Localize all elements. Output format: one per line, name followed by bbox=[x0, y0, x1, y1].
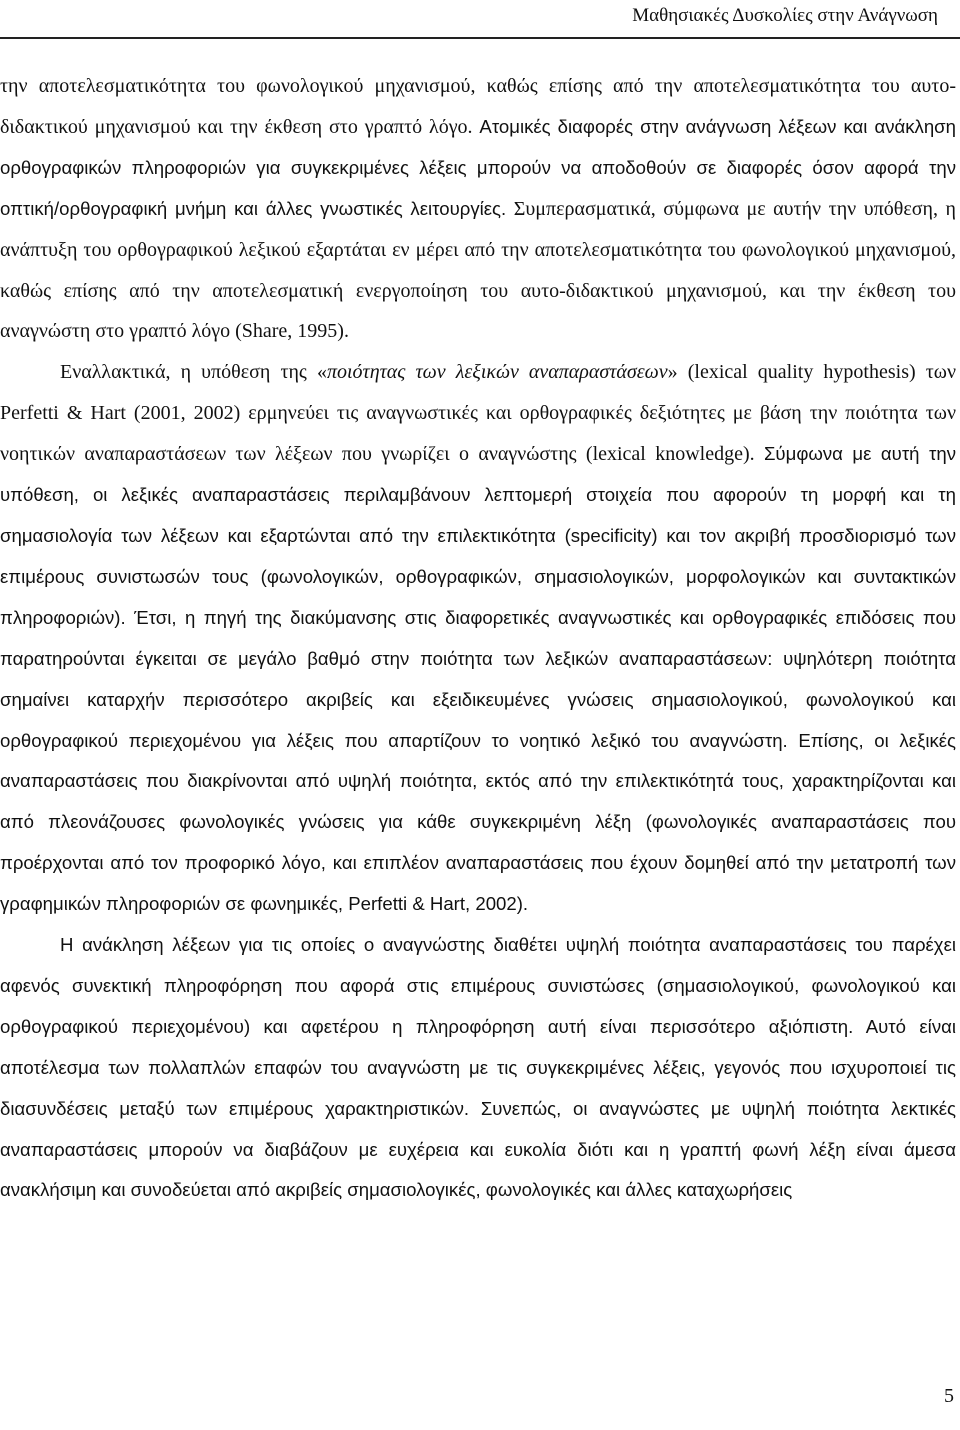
paragraph-1 bbox=[0, 66, 956, 352]
paragraph-2-text-a: Εναλλακτικά, η υπόθεση της « bbox=[60, 361, 327, 384]
paragraph-1-text-a: την αποτελεσματικότητα του φωνολογικού μηχανισμού, καθώς επίσης από την αποτελεσματικότητα του αυτο-διδακτικού μηχανισμού και την έκθεση στο γραπτό λόγο. bbox=[0, 75, 956, 138]
page-number: 5 bbox=[944, 1385, 954, 1407]
paragraph-1-text-sans: Ατομικές διαφορές στην ανάγνωση λέξεων και ανάκληση ορθογραφικών πληροφοριών για συγκεκριμένες λέξεις μπορούν να αποδοθούν σε διαφορές όσον αφορά την οπτική/ορθογραφική μνήμη και άλλες γνωστικές λειτουργίες. bbox=[0, 115, 956, 219]
paragraph-1-text-b: Συμπερασματικά, σύμφωνα με αυτήν την υπόθεση, η ανάπτυξη του ορθογραφικού λεξικού εξαρτάται εν μέρει από την αποτελεσματικότητα του φωνολογικού μηχανισμού, καθώς επίσης από την αποτελεσματική ενεργοποίηση του αυτο-διδακτικού μηχανισμού, και την έκθεση του αναγνώστη στο γραπτό λόγο (Share, 1995). bbox=[0, 197, 956, 343]
paragraph-3-text: Η ανάκληση λέξεων για τις οποίες ο αναγνώστης διαθέτει υψηλή ποιότητα αναπαραστάσεις του παρέχει αφενός συνεκτική πληροφόρηση που αφορά στις επιμέρους συνιστώσες (σημασιολογικού, φωνολογικού και ορθογραφικού περιεχομένου) και αφετέρου η πληροφόρηση αυτή είναι περισσότερο αξιόπιστη. Αυτό είναι αποτέλεσμα των πολλαπλών επαφών του αναγνώστη με τις συγκεκριμένες λέξεις, γεγονός που ισχυροποιεί τις διασυνδέσεις μεταξύ των επιμέρους χαρακτηριστικών. Συνεπώς, οι αναγνώστες με υψηλή ποιότητα λεκτικές αναπαραστάσεις μπορούν να διαβάζουν με ευχέρεια και ευκολία διότι και η γραπτή φωνή λέξη είναι άμεσα ανακλήσιμη και συνοδεύεται από ακριβείς σημασιολογικές, φωνολογικές και άλλες καταχωρήσεις bbox=[0, 934, 956, 1201]
body-text bbox=[0, 66, 956, 1211]
paragraph-2-text-sans: Σύμφωνα με αυτή την υπόθεση, οι λεξικές αναπαραστάσεις περιλαμβάνουν λεπτομερή στοιχεία που αφορούν τη μορφή και τη σημασιολογία των λέξεων και εξαρτώνται από την επιλεκτικότητα (specificity) και τον ακριβή προσδιορισμό των επιμέρους συνιστωσών τους (φωνολογικών, ορθογραφικών, σημασιολογικών, μορφολογικών και συντακτικών πληροφοριών). Έτσι, η πηγή της διακύμανσης στις διαφορετικές αναγνωστικές και ορθογραφικές επιδόσεις που παρατηρούνται έγκειται σε μεγάλο βαθμό στην ποιότητα των λεξικών αναπαραστάσεων: υψηλότερη ποιότητα σημαίνει καταρχήν περισσότερο ακριβείς και εξειδικευμένες γνώσεις σημασιολογικού, φωνολογικού και ορθογραφικού περιεχομένου για λέξεις που απαρτίζουν το νοητικό λεξικό του αναγνώστη. Επίσης, οι λεξικές αναπαραστάσεις που διακρίνονται από υψηλή ποιότητα, εκτός από την επιλεκτικότητά τους, χαρακτηρίζονται και από πλεονάζουσες φωνολογικές γνώσεις για κάθε συγκεκριμένη λέξη (φωνολογικές αναπαραστάσεις που προέρχονται από τον προφορικό λόγο, και επιπλέον αναπαραστάσεις που έχουν δομηθεί από την μετατροπή των γραφημικών πληροφοριών σε φωνημικές, Perfetti & Hart, 2002). bbox=[0, 443, 956, 915]
running-header: Μαθησιακές Δυσκολίες στην Ανάγνωση bbox=[632, 5, 938, 26]
paragraph-2 bbox=[0, 352, 956, 925]
paragraph-3 bbox=[0, 925, 956, 1211]
paragraph-2-text-b: » (lexical quality hypothesis) των Perfetti & Hart (2001, 2002) ερμηνεύει τις αναγνωστικές και ορθογραφικές δεξιότητες με βάση την ποιότητα των νοητικών αναπαραστάσεων των λέξεων που γνωρίζει ο αναγνώστης (lexical knowledge). bbox=[0, 361, 956, 466]
header-rule bbox=[0, 37, 960, 39]
paragraph-2-italic-term: ποιότητας των λεξικών αναπαραστάσεων bbox=[326, 361, 668, 384]
